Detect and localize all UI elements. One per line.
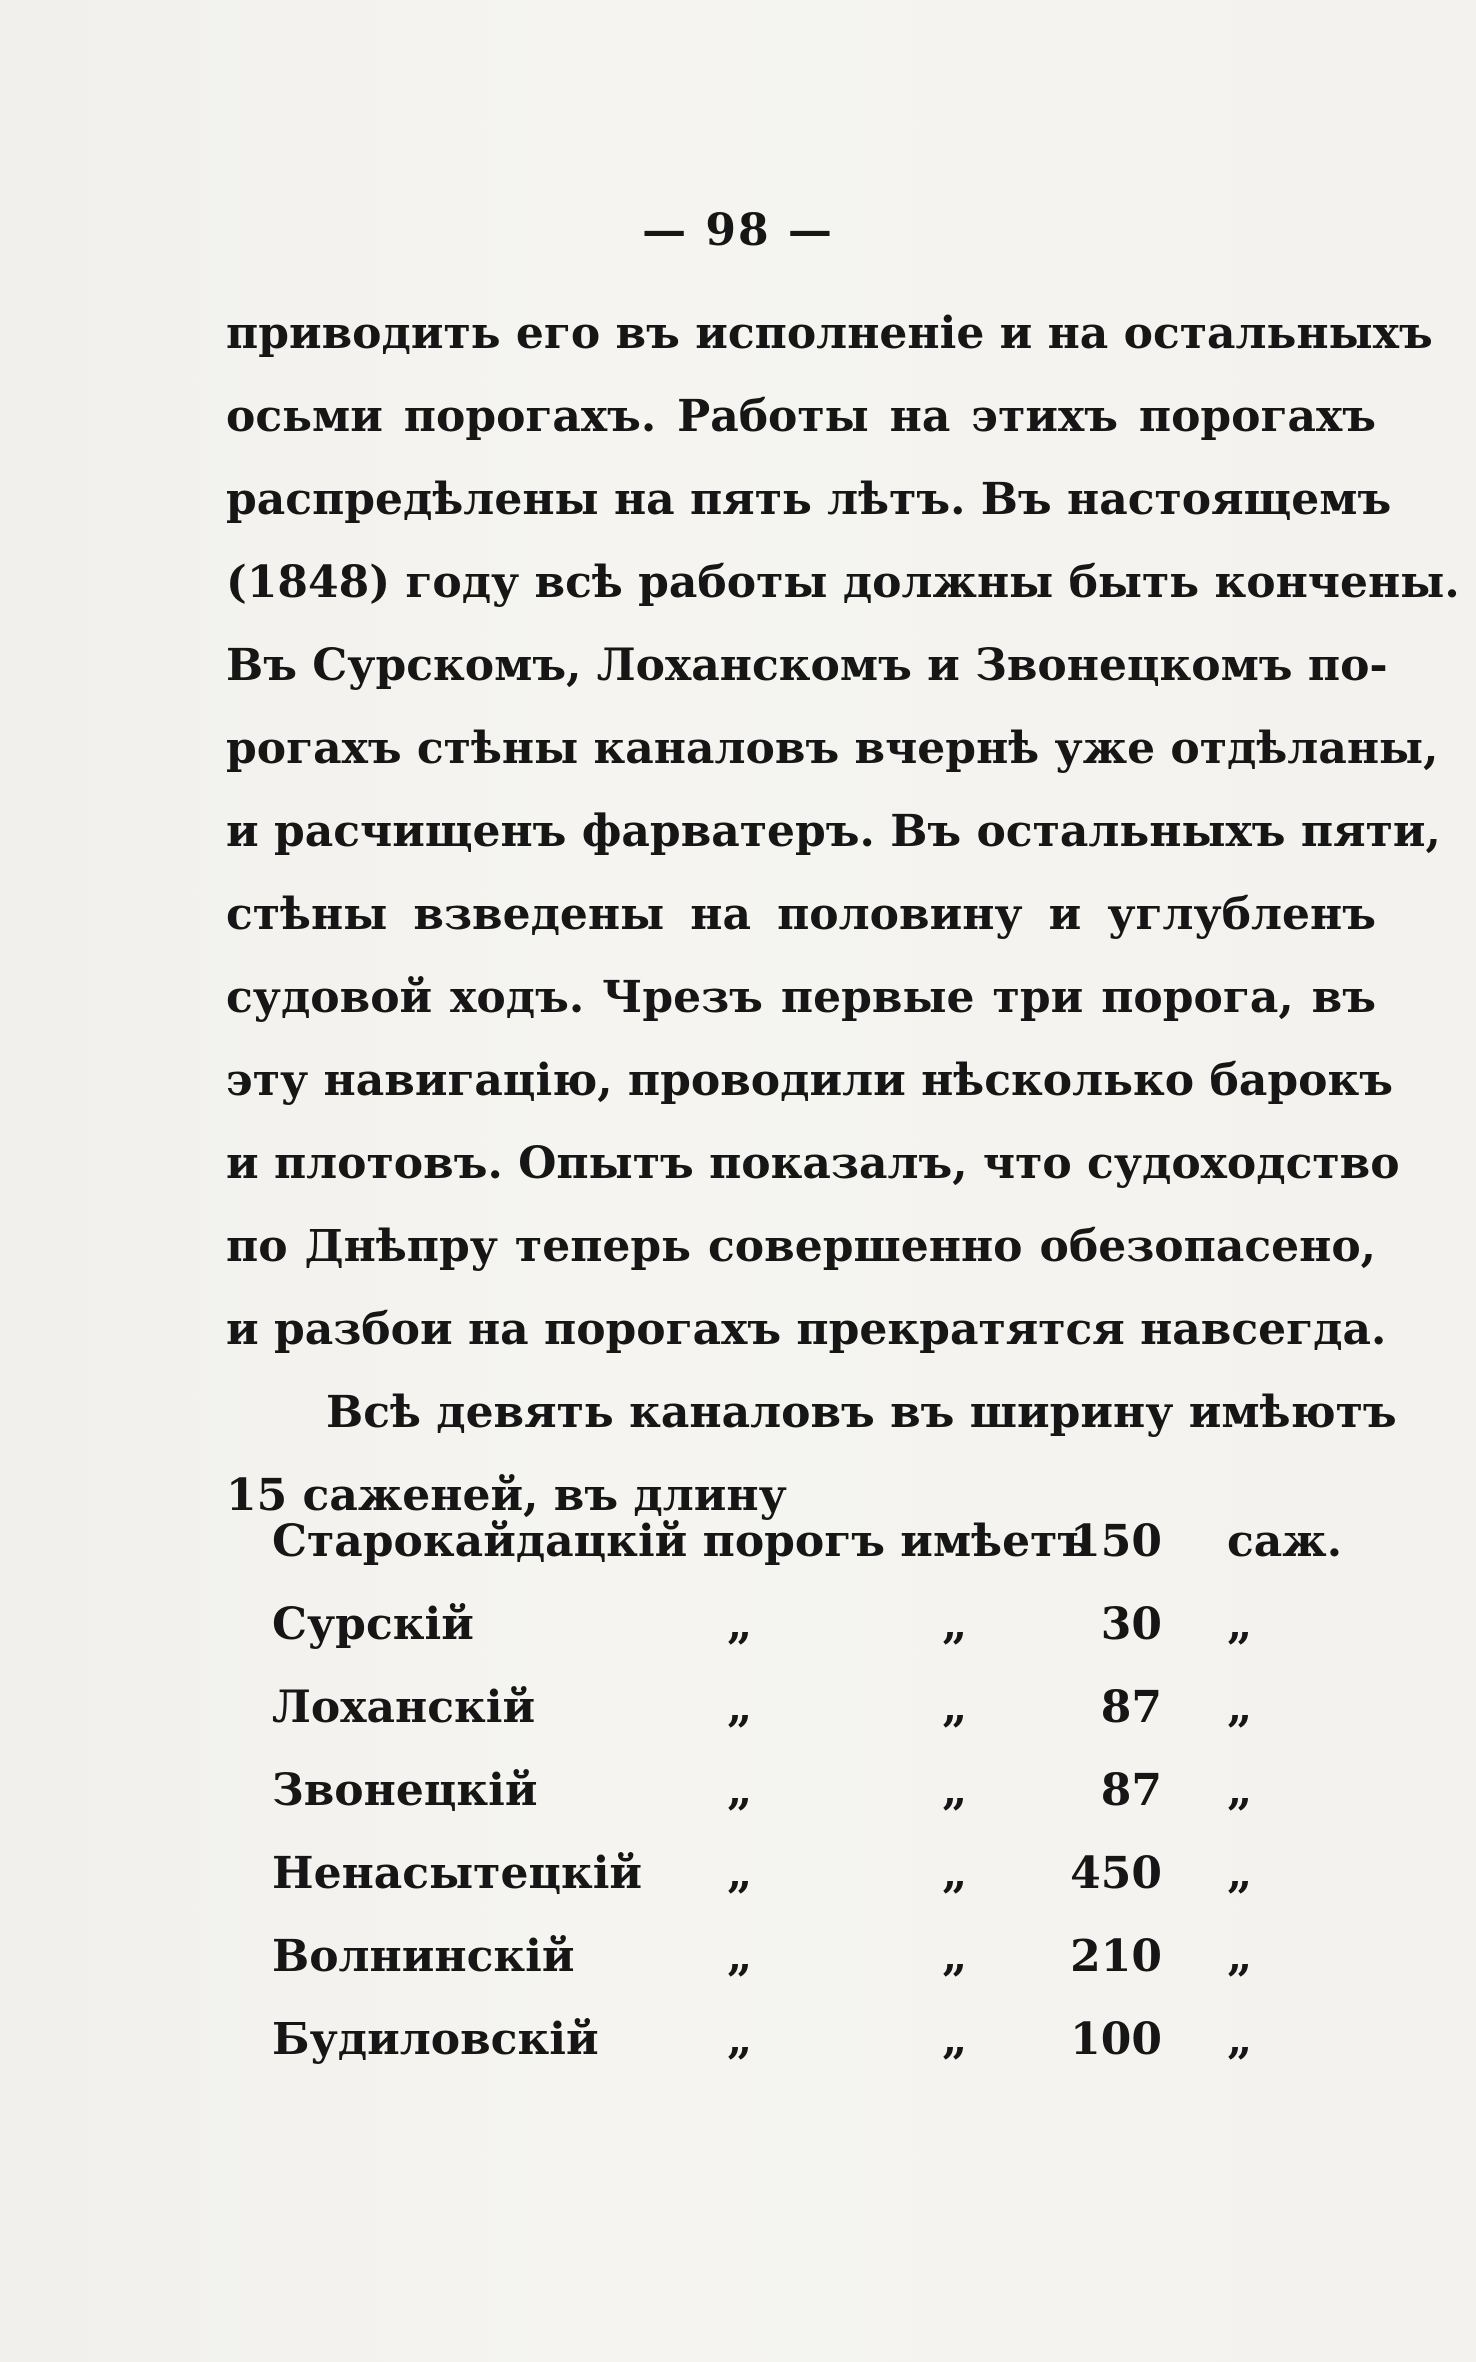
rapids-length-table <box>272 1500 1372 2081</box>
length-unit: „ <box>1227 1931 1253 1982</box>
rapid-name: Волнинскій <box>272 1931 575 1982</box>
text-line: по Днѣпру теперь совершенно обезопасено, <box>226 1221 1376 1272</box>
ditto-mark: „ <box>942 1765 968 1816</box>
ditto-mark: „ <box>727 1682 753 1733</box>
text-line: (1848) году всѣ работы должны быть кончены. <box>226 557 1460 608</box>
table-row <box>272 1998 1372 2081</box>
rapid-name: Старокайдацкій порогъ имѣетъ <box>272 1516 1092 1567</box>
ditto-mark: „ <box>942 1848 968 1899</box>
length-unit: „ <box>1227 1765 1253 1816</box>
text-line: и плотовъ. Опытъ показалъ, что судоходство <box>226 1138 1400 1189</box>
text-line: распредѣлены на пять лѣтъ. Въ настоящемъ <box>226 474 1392 525</box>
rapid-name: Сурскій <box>272 1599 474 1650</box>
table-row <box>272 1749 1372 1832</box>
text-line: эту навигацію, проводили нѣсколько барокъ <box>226 1055 1393 1106</box>
text-line: Всѣ девять каналовъ въ ширину имѣютъ <box>326 1387 1397 1438</box>
rapid-name: Ненасытецкій <box>272 1848 643 1899</box>
length-unit: „ <box>1227 2014 1253 2065</box>
page-number: — 98 — <box>642 205 834 256</box>
text-line: рогахъ стѣны каналовъ вчернѣ уже отдѣланы, <box>226 723 1439 774</box>
text-line: и расчищенъ фарватеръ. Въ остальныхъ пяти, <box>226 806 1441 857</box>
text-line: и разбои на порогахъ прекратятся навсегда. <box>226 1304 1387 1355</box>
ditto-mark: „ <box>942 1599 968 1650</box>
text-line: осьми порогахъ. Работы на этихъ порогахъ <box>226 391 1376 442</box>
ditto-mark: „ <box>727 1848 753 1899</box>
text-line: судовой ходъ. Чрезъ первые три порога, въ <box>226 972 1376 1023</box>
text-line: стѣны взведены на половину и углубленъ <box>226 889 1376 940</box>
table-row <box>272 1500 1372 1583</box>
length-value: 150 <box>1070 1516 1162 1567</box>
length-value: 30 <box>1100 1599 1162 1650</box>
text-line: Въ Сурскомъ, Лоханскомъ и Звонецкомъ по- <box>226 640 1388 691</box>
length-value: 100 <box>1070 2014 1162 2065</box>
length-value: 210 <box>1070 1931 1162 1982</box>
rapid-name: Звонецкій <box>272 1765 538 1816</box>
length-value: 450 <box>1070 1848 1162 1899</box>
table-row <box>272 1583 1372 1666</box>
length-unit: саж. <box>1227 1516 1343 1567</box>
table-row <box>272 1666 1372 1749</box>
rapid-name: Лоханскій <box>272 1682 536 1733</box>
body-text <box>226 292 1460 1537</box>
ditto-mark: „ <box>942 1931 968 1982</box>
ditto-mark: „ <box>727 1931 753 1982</box>
table-row <box>272 1832 1372 1915</box>
length-value: 87 <box>1100 1765 1162 1816</box>
table-row <box>272 1915 1372 1998</box>
rapid-name: Будиловскій <box>272 2014 599 2065</box>
text-line: 15 саженей, въ длину <box>226 1470 787 1521</box>
length-unit: „ <box>1227 1848 1253 1899</box>
ditto-mark: „ <box>942 1682 968 1733</box>
ditto-mark: „ <box>727 1599 753 1650</box>
length-unit: „ <box>1227 1599 1253 1650</box>
length-unit: „ <box>1227 1682 1253 1733</box>
length-value: 87 <box>1100 1682 1162 1733</box>
ditto-mark: „ <box>727 1765 753 1816</box>
ditto-mark: „ <box>942 2014 968 2065</box>
text-line: приводить его въ исполненіе и на остальныхъ <box>226 308 1433 359</box>
ditto-mark: „ <box>727 2014 753 2065</box>
